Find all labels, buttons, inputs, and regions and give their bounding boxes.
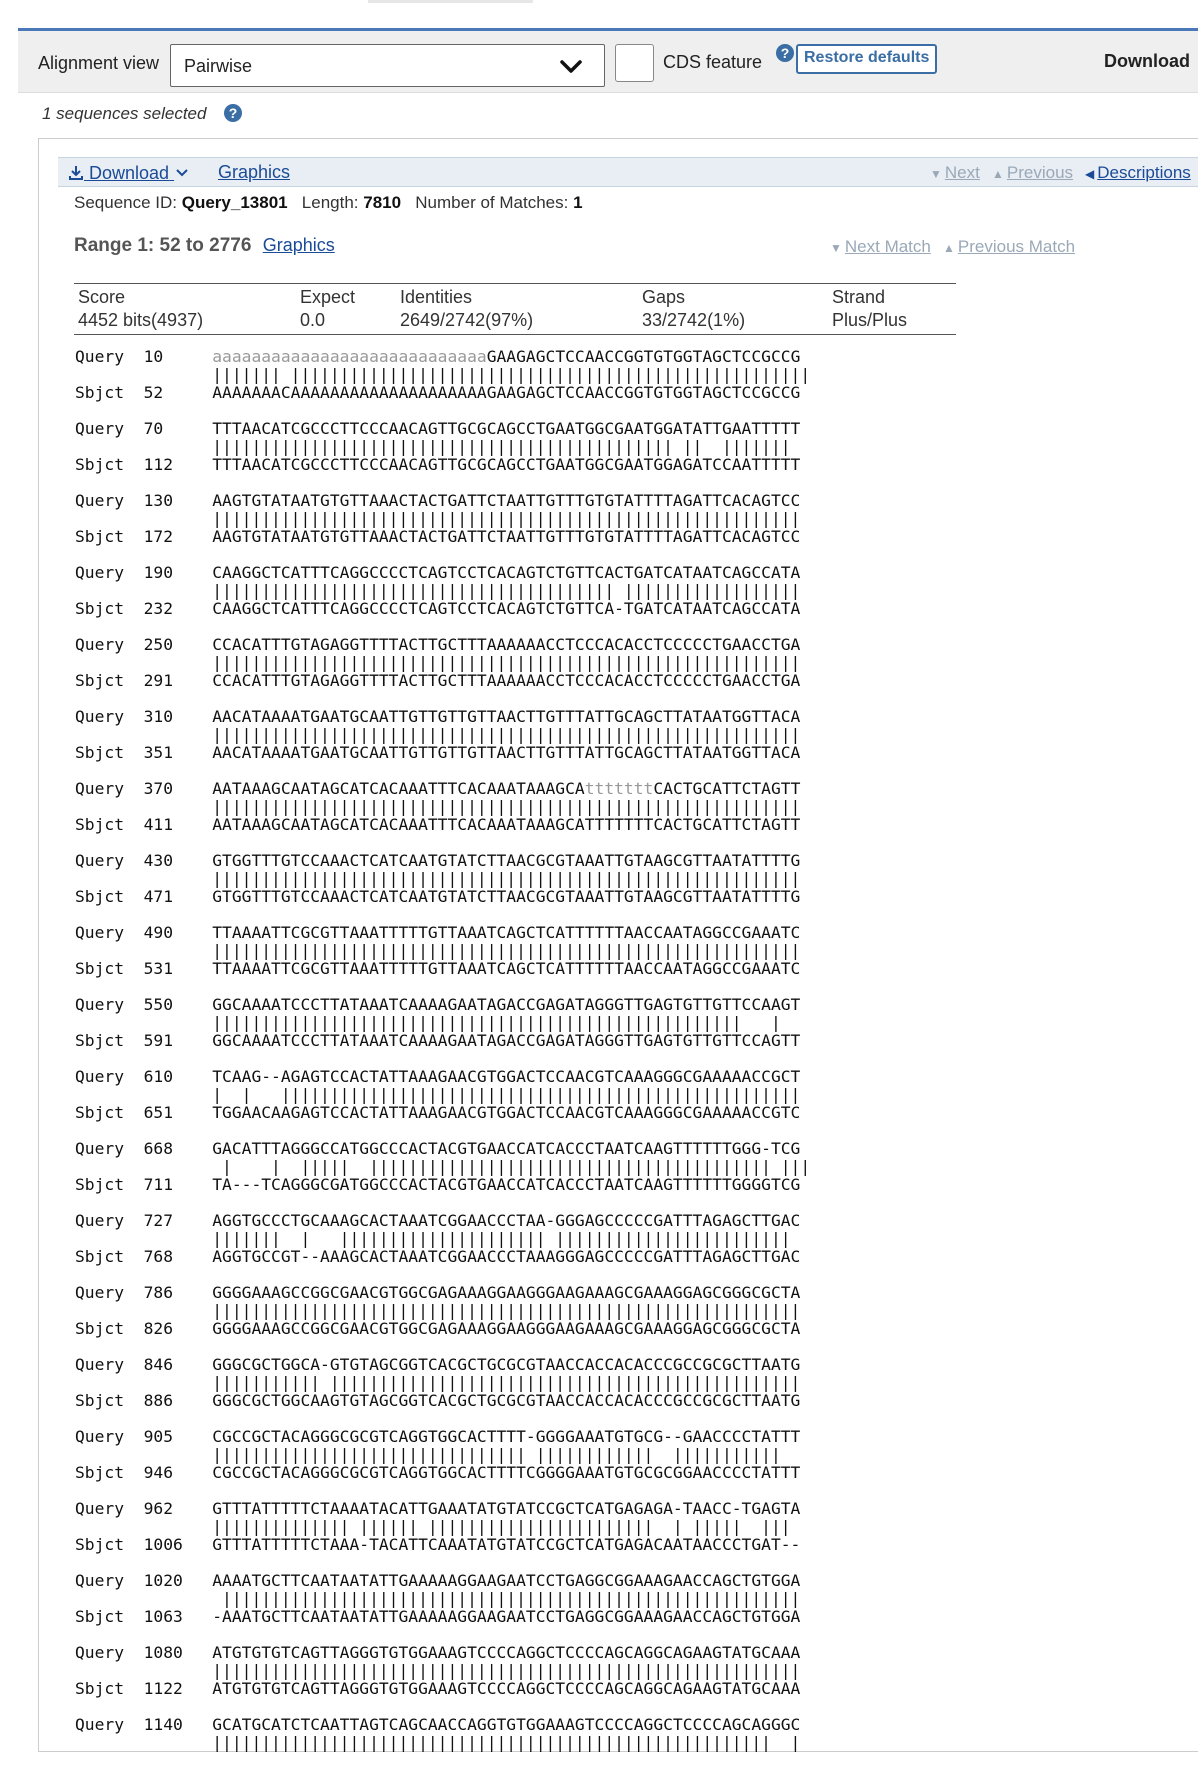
query-sequence: AGGTGCCCTGCAAAGCACTAAATCGGAACCCTAA-GGGAGCCCCCGATTTAGAGCTTGAC xyxy=(212,1211,801,1230)
panel-toolbar xyxy=(58,157,1198,187)
alignment-block xyxy=(75,348,810,420)
descriptions-link[interactable] xyxy=(1085,163,1191,183)
descriptions-label: Descriptions xyxy=(1097,163,1191,182)
down-arrow-icon: ▼ xyxy=(830,241,842,255)
subject-row: Sbjct 886 GGGCGCTGGCAAGTGTAGCGGTCACGCTGCGCGTAACCACCACACCCGCCGCGCTTAATG xyxy=(75,1391,801,1410)
panel-download-link[interactable] xyxy=(68,163,188,184)
match-row: |||||||||||||||||||||||||||||||||||||||||||||||||||||||||||| xyxy=(75,725,801,744)
query-row xyxy=(75,996,810,1014)
alignment-block xyxy=(75,852,810,924)
subject-row: Sbjct 232 CAAGGCTCATTTCAGGCCCCTCAGTCCTCACAGTCTGTTCA-TGATCATAATCAGCCATA xyxy=(75,599,801,618)
chevron-down-icon xyxy=(176,168,188,178)
query-prefix: Query 250 xyxy=(75,635,213,654)
length-value: 7810 xyxy=(363,193,402,212)
sequence-id-label: Sequence ID: xyxy=(74,193,178,212)
alignment-block xyxy=(75,1644,810,1716)
query-row xyxy=(75,1140,810,1158)
query-row xyxy=(75,780,810,798)
subject-row: Sbjct 826 GGGGAAAGCCGGCGAACGTGGCGAGAAAGGAAGGGAAGAAAGCGAAAGGAGCGGGCGCTA xyxy=(75,1319,801,1338)
next-match-label: Next Match xyxy=(844,237,931,256)
match-row: ||||||| ||||||||||||||||||||||||||||||||||||||||||||||||||||| xyxy=(75,365,811,384)
match-row: | | ||||| ||||||||||||||||||||||||||||||||||||||||| ||| xyxy=(75,1157,811,1176)
query-sequence: TCAAG--AGAGTCCACTATTAAAGAACGTGGACTCCAACGTCAAAGGGCGAAAAACCGCT xyxy=(212,1067,801,1086)
query-prefix: Query 668 xyxy=(75,1139,213,1158)
match-row: |||||||||||||||||||||||||||||||||||||||||||||||||||||||||||| xyxy=(75,1661,801,1680)
alignment-block xyxy=(75,420,810,492)
length-label: Length: xyxy=(301,193,359,212)
subject-row: Sbjct 946 CGCCGCTACAGGGCGCGTCAGGTGGCACTTTTCGGGGAAATGTGCGCGGAACCCCTATTT xyxy=(75,1463,801,1482)
range-text: Range 1: 52 to 2776 xyxy=(74,235,252,256)
alignment-block xyxy=(75,564,810,636)
query-row xyxy=(75,852,810,870)
match-row: |||||||||||||||||||||||||||||||||||||||||||||||||||||||||||| xyxy=(75,941,801,960)
identities-stat xyxy=(400,287,533,331)
match-row: |||||||||||||||||||||||||||||||||||||||||||||||||||||| | xyxy=(75,1013,781,1032)
match-row: |||||||||||||||||||||||||||||||||||||||||||||||||||||||||||| xyxy=(75,869,801,888)
query-prefix: Query 130 xyxy=(75,491,213,510)
subject-row: Sbjct 591 GGCAAAATCCCTTATAAATCAAAAGAATAGACCGAGATAGGGTTGAGTGTTGTTCCAGTT xyxy=(75,1031,801,1050)
query-sequence: ATGTGTGTCAGTTAGGGTGTGGAAAGTCCCCAGGCTCCCCAGCAGGCAGAAGTATGCAAA xyxy=(212,1643,801,1662)
alignment-block xyxy=(75,1284,810,1356)
matches-label: Number of Matches: xyxy=(415,193,569,212)
subject-row: Sbjct 531 TTAAAATTCGCGTTAAATTTTTGTTAAATCAGCTCATTTTTTAACCAATAGGCCGAAATC xyxy=(75,959,801,978)
expect-label: Expect xyxy=(300,287,356,307)
match-row: ||||||||||||||||||||||||||||||||||||||||||||||||||||||||| | xyxy=(75,1733,801,1752)
subject-row: Sbjct 651 TGGAACAAGAGTCCACTATTAAAGAACGTGGACTCCAACGTCAAAGGGCGAAAAACCGTC xyxy=(75,1103,801,1122)
down-arrow-icon: ▼ xyxy=(930,167,942,181)
subject-row: Sbjct 1122 ATGTGTGTCAGTTAGGGTGTGGAAAGTCCCCAGGCTCCCCAGCAGGCAGAAGTATGCAAA xyxy=(75,1679,801,1698)
query-prefix: Query 1140 xyxy=(75,1715,213,1734)
strand-label: Strand xyxy=(832,287,886,307)
query-row xyxy=(75,1644,810,1662)
subject-row: Sbjct 351 AACATAAAATGAATGCAATTGTTGTTGTTAACTTGTTTATTGCAGCTTATAATGGTTACA xyxy=(75,743,801,762)
query-sequence: GAAGAGCTCCAACCGGTGTGGTAGCTCCGCCG xyxy=(486,347,801,366)
next-match-link[interactable] xyxy=(830,237,931,257)
alignment-block xyxy=(75,1356,810,1428)
identities-label: Identities xyxy=(400,287,473,307)
query-sequence: GGGCGCTGGCA-GTGTAGCGGTCACGCTGCGCGTAACCACCACACCCGCCGCGCTTAATG xyxy=(212,1355,801,1374)
query-prefix: Query 1020 xyxy=(75,1571,213,1590)
query-row xyxy=(75,492,810,510)
sequence-info xyxy=(74,193,583,213)
subject-row: Sbjct 768 AGGTGCCGT--AAAGCACTAAATCGGAACCCTAAAGGGAGCCCCCGATTTAGAGCTTGAC xyxy=(75,1247,801,1266)
strand-value: Plus/Plus xyxy=(832,310,908,330)
match-row: |||||||||||||||||||||||||||||||||||||||||||||||||||||||||||| xyxy=(75,509,801,528)
query-row xyxy=(75,1428,810,1446)
alignment-block xyxy=(75,1500,810,1572)
next-link[interactable] xyxy=(930,163,980,183)
query-row xyxy=(75,1212,810,1230)
query-prefix: Query 70 xyxy=(75,419,213,438)
back-arrow-icon: ◀ xyxy=(1085,167,1095,181)
expect-value: 0.0 xyxy=(300,310,326,330)
next-label: Next xyxy=(944,163,980,182)
alignment-view-label: Alignment view xyxy=(38,53,160,73)
subject-row: Sbjct 1006 GTTTATTTTTCTAAA-TACATTCAAATATGTATCCGCTCATGAGACAATAACCCTGAT-- xyxy=(75,1535,801,1554)
restore-defaults-button[interactable]: Restore defaults xyxy=(796,44,937,74)
query-row xyxy=(75,1716,810,1734)
match-row: |||||||||||||||||||||||||||||||| |||||||||||| ||||||||||| xyxy=(75,1445,781,1464)
alignment-block xyxy=(75,924,810,996)
query-prefix: Query 550 xyxy=(75,995,213,1014)
cds-feature-checkbox[interactable] xyxy=(615,44,654,82)
query-prefix: Query 905 xyxy=(75,1427,213,1446)
query-sequence: CAAGGCTCATTTCAGGCCCCTCAGTCCTCACAGTCTGTTCACTGATCATAATCAGCCATA xyxy=(212,563,801,582)
query-prefix: Query 190 xyxy=(75,563,213,582)
query-prefix: Query 430 xyxy=(75,851,213,870)
alignment-block xyxy=(75,708,810,780)
query-row xyxy=(75,1284,810,1302)
query-row xyxy=(75,1572,810,1590)
query-sequence: GTGGTTTGTCCAAACTCATCAATGTATCTTAACGCGTAAATTGTAAGCGTTAATATTTTG xyxy=(212,851,801,870)
download-icon xyxy=(68,165,84,181)
alignment-block xyxy=(75,1716,810,1788)
alignment-block xyxy=(75,1140,810,1212)
alignment-block xyxy=(75,996,810,1068)
gaps-stat xyxy=(642,287,745,331)
matches-value: 1 xyxy=(573,193,583,212)
match-row: ||||||||||||||||||||||||||||||||||||||||| |||||||||||||||||| xyxy=(75,581,801,600)
query-sequence: GGCAAAATCCCTTATAAATCAAAAGAATAGACCGAGATAGGGTTGAGTGTTGTTCCAAGT xyxy=(212,995,801,1014)
help-icon[interactable]: ? xyxy=(776,44,794,62)
query-row xyxy=(75,1068,810,1086)
match-row: |||||||||||||||||||||||||||||||||||||||||||||||||||||||||||| xyxy=(75,653,801,672)
query-prefix: Query 727 xyxy=(75,1211,213,1230)
identities-value: 2649/2742(97%) xyxy=(400,310,534,330)
subject-row: Sbjct 1063 -AAATGCTTCAATAATATTGAAAAAGGAAGAATCCTGAGGCGGAAAGAACCAGCTGTGGA xyxy=(75,1607,801,1626)
query-row xyxy=(75,708,810,726)
previous-label: Previous xyxy=(1006,163,1074,182)
subject-row: Sbjct 711 TA---TCAGGGCGATGGCCCACTACGTGAACCATCACCCTAATCAAGTTTTTTGGGGTCG xyxy=(75,1175,801,1194)
match-row: | | ||||||||||||||||||||||||||||||||||||||||||||||||||||| xyxy=(75,1085,801,1104)
tab-indicator xyxy=(368,0,533,3)
query-sequence: GCATGCATCTCAATTAGTCAGCAACCAGGTGTGGAAAGTCCCCAGGCTCCCCAGCAGGGC xyxy=(212,1715,801,1734)
query-prefix: Query 610 xyxy=(75,1067,213,1086)
query-row xyxy=(75,420,810,438)
query-prefix: Query 490 xyxy=(75,923,213,942)
query-sequence: CCACATTTGTAGAGGTTTTACTTGCTTTAAAAAACCTCCCACACCTCCCCCTGAACCTGA xyxy=(212,635,801,654)
query-sequence: CGCCGCTACAGGGCGCGTCAGGTGGCACTTTT-GGGGAAATGTGCG--GAACCCCTATTT xyxy=(212,1427,801,1446)
alignment-block xyxy=(75,780,810,852)
help-icon[interactable]: ? xyxy=(224,104,242,122)
strand-stat xyxy=(832,287,907,331)
alignment-block xyxy=(75,1212,810,1284)
selection-count: 1 sequences selected xyxy=(42,104,207,123)
graphics-link[interactable]: Graphics xyxy=(218,162,291,182)
match-row: ||||||||||||||||||||||||||||||||||||||||||||||||||||||||||| xyxy=(75,1589,801,1608)
cds-feature-label: CDS feature xyxy=(663,52,763,72)
query-sequence: AAGTGTATAATGTGTTAAACTACTGATTCTAATTGTTTGTGTATTTTAGATTCACAGTCC xyxy=(212,491,801,510)
subject-row xyxy=(75,1752,810,1770)
query-sequence: GGGGAAAGCCGGCGAACGTGGCGAGAAAGGAAGGGAAGAAAGCGAAAGGAGCGGGCGCTA xyxy=(212,1283,801,1302)
up-arrow-icon: ▲ xyxy=(992,167,1004,181)
gaps-label: Gaps xyxy=(642,287,686,307)
alignment-block xyxy=(75,1572,810,1644)
alignment-toolbar xyxy=(18,31,1198,93)
query-sequence: TTAAAATTCGCGTTAAATTTTTGTTAAATCAGCTCATTTTTTAACCAATAGGCCGAAATC xyxy=(212,923,801,942)
query-prefix: Query 962 xyxy=(75,1499,213,1518)
subject-row: Sbjct 471 GTGGTTTGTCCAAACTCATCAATGTATCTTAACGCGTAAATTGTAAGCGTTAATATTTTG xyxy=(75,887,801,906)
alignment-stats xyxy=(74,283,956,335)
alignment-block xyxy=(75,636,810,708)
alignment-view-value: Pairwise xyxy=(184,56,253,76)
query-row xyxy=(75,348,810,366)
query-sequence: TTTAACATCGCCCTTCCCAACAGTTGCGCAGCCTGAATGGCGAATGGATATTGAATTTTT xyxy=(212,419,801,438)
sequence-id-value: Query_13801 xyxy=(181,193,288,212)
previous-link[interactable] xyxy=(992,163,1073,183)
panel-download-label: Download xyxy=(89,163,170,183)
match-row: |||||||||||||||||||||||||||||||||||||||||||||||||||||||||||| xyxy=(75,1301,801,1320)
query-row xyxy=(75,924,810,942)
alignment-block xyxy=(75,492,810,564)
score-label: Score xyxy=(78,287,126,307)
query-prefix: Query 310 xyxy=(75,707,213,726)
alignment-block xyxy=(75,1068,810,1140)
query-sequence: AACATAAAATGAATGCAATTGTTGTTGTTAACTTGTTTATTGCAGCTTATAATGGTTACA xyxy=(212,707,801,726)
previous-match-label: Previous Match xyxy=(957,237,1076,256)
match-row: |||||||||||||| |||||| ||||||||||||||||||||||| | ||||| ||| xyxy=(75,1517,791,1536)
match-row: |||||||||||||||||||||||||||||||||||||||||||||||||||||||||||| xyxy=(75,797,801,816)
match-row: ||||||| | ||||||||||||||||||||| |||||||||||||||||||||||| xyxy=(75,1229,791,1248)
query-prefix: Query 1080 xyxy=(75,1643,213,1662)
query-sequence: GACATTTAGGGCCATGGCCCACTACGTGAACCATCACCCTAATCAAGTTTTTTGGG-TCG xyxy=(212,1139,801,1158)
masked-sequence: aaaaaaaaaaaaaaaaaaaaaaaaaaaa xyxy=(212,347,487,366)
query-prefix: Query 786 xyxy=(75,1283,213,1302)
query-sequence: AATAAAGCAATAGCATCACAAATTTCACAAATAAAGCAtttttttCACTGCATTCTAGTT xyxy=(212,779,801,798)
query-sequence: AAAATGCTTCAATAATATTGAAAAAGGAAGAATCCTGAGGCGGAAAGAACCAGCTGTGGA xyxy=(212,1571,801,1590)
pairwise-alignment xyxy=(75,348,810,1788)
query-sequence: GTTTATTTTTCTAAAATACATTGAAATATGTATCCGCTCATGAGAGA-TAACC-TGAGTA xyxy=(212,1499,801,1518)
subject-row: Sbjct 411 AATAAAGCAATAGCATCACAAATTTCACAAATAAAGCATTTTTTTCACTGCATTCTAGTT xyxy=(75,815,801,834)
gaps-value: 33/2742(1%) xyxy=(642,310,746,330)
subject-row: Sbjct 112 TTTAACATCGCCCTTCCCAACAGTTGCGCAGCCTGAATGGCGAATGGAGATCCAATTTTT xyxy=(75,455,801,474)
query-prefix: Query 846 xyxy=(75,1355,213,1374)
match-row: ||||||||||||||||||||||||||||||||||||||||||||||| || ||||||| xyxy=(75,437,791,456)
query-row xyxy=(75,564,810,582)
chevron-down-icon xyxy=(560,59,582,75)
alignment-block xyxy=(75,1428,810,1500)
range-graphics-link[interactable]: Graphics xyxy=(262,235,335,255)
query-prefix: Query 10 xyxy=(75,347,213,366)
subject-row: Sbjct 291 CCACATTTGTAGAGGTTTTACTTGCTTTAAAAAACCTCCCACACCTCCCCCTGAACCTGA xyxy=(75,671,801,690)
download-button[interactable]: Download xyxy=(1104,51,1190,71)
score-value: 4452 bits(4937) xyxy=(78,310,204,330)
previous-match-link[interactable] xyxy=(943,237,1075,257)
expect-stat xyxy=(300,287,355,331)
score-stat xyxy=(78,287,203,331)
subject-row: Sbjct 52 AAAAAAACAAAAAAAAAAAAAAAAAAAAGAAGAGCTCCAACCGGTGTGGTAGCTCCGCCG xyxy=(75,383,801,402)
alignment-view-select[interactable] xyxy=(170,44,605,87)
query-row xyxy=(75,636,810,654)
query-prefix: Query 370 xyxy=(75,779,213,798)
query-row xyxy=(75,1356,810,1374)
subject-row: Sbjct 172 AAGTGTATAATGTGTTAAACTACTGATTCTAATTGTTTGTGTATTTTAGATTCACAGTCC xyxy=(75,527,801,546)
range-heading xyxy=(74,235,335,257)
up-arrow-icon: ▲ xyxy=(943,241,955,255)
query-row xyxy=(75,1500,810,1518)
match-row: ||||||||||| |||||||||||||||||||||||||||||||||||||||||||||||| xyxy=(75,1373,801,1392)
